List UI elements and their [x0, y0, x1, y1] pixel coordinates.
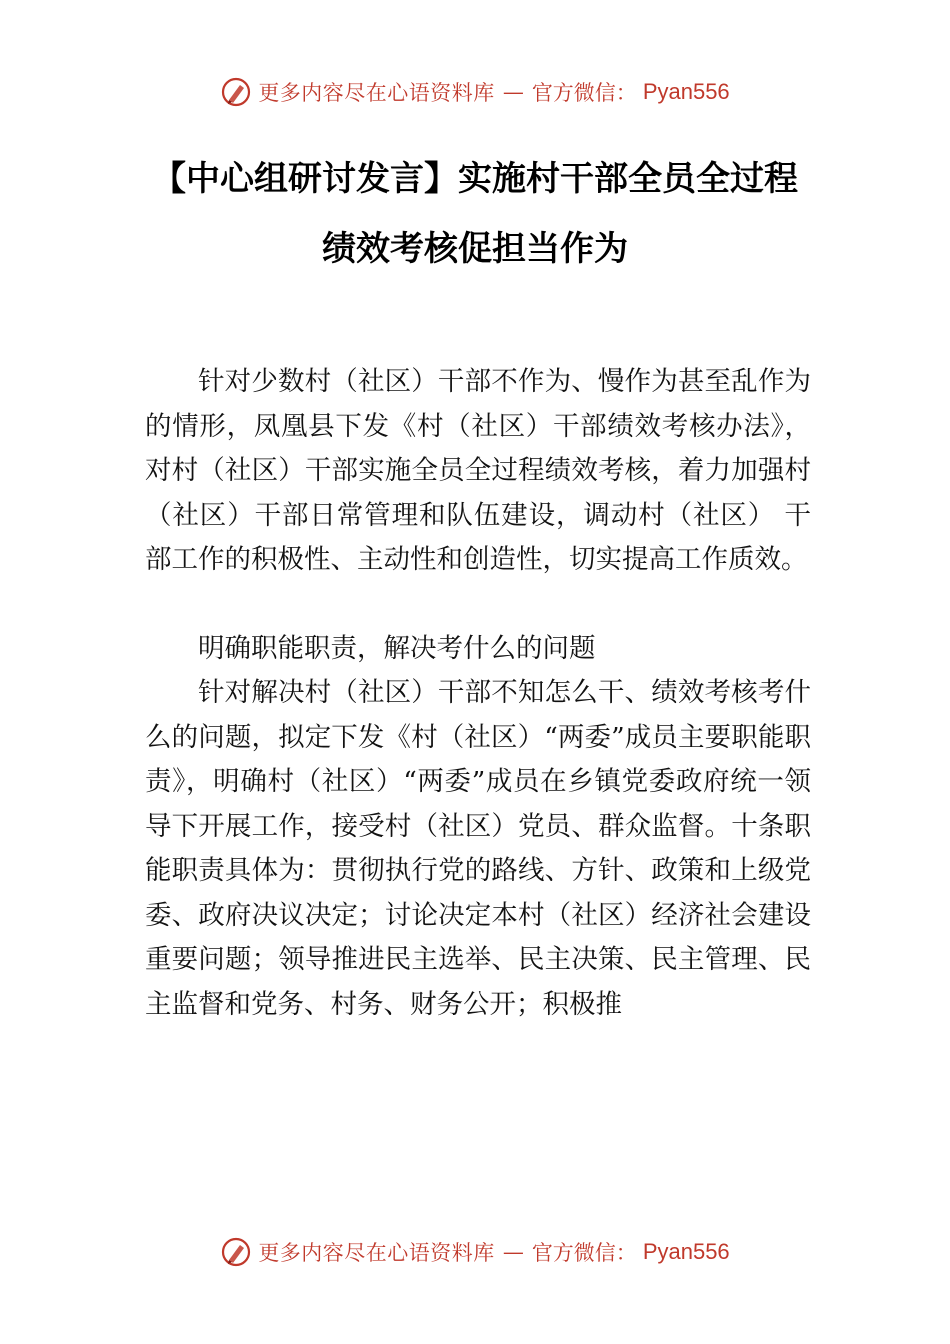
paragraph-duties: 针对解决村（社区）干部不知怎么干、绩效考核考什么的问题，拟定下发《村（社区）“两委”成员主要职能职责》，明确村（社区）“两委”成员在乡镇党委政府统一领导下开展工作，接受村（社区）党员、群众监督。十条职能职责具体为：贯彻执行党的路线、方针、政策和上级党委、政府决议决定；讨论决定本村（社区）经济社会建设重要问题；领导推进民主选举、民主决策、民主管理、民主监督和党务、村务、财务公开；积极推	[145, 677, 811, 1020]
pen-logo-icon	[220, 1236, 252, 1268]
banner-wechat-id: Pyan556	[642, 1239, 730, 1264]
banner-wechat-id: Pyan556	[642, 79, 730, 104]
footer-banner	[0, 1232, 950, 1272]
banner-separator: —	[502, 80, 524, 104]
pen-logo-icon	[220, 76, 252, 108]
section-heading: 明确职能职责，解决考什么的问题	[198, 632, 596, 664]
banner-separator: —	[502, 1240, 524, 1264]
document-body	[145, 360, 811, 1027]
header-banner	[0, 72, 950, 112]
banner-wechat-label: 官方微信：	[531, 81, 637, 105]
paragraph-intro: 针对少数村（社区）干部不作为、慢作为甚至乱作为的情形，凤凰县下发《村（社区）干部绩效考核办法》， 对村（社区）干部实施全员全过程绩效考核，着力加强村（社区）干部日常管理和队伍建设，调动村（社区） 干部工作的积极性、主动性和创造性，切实提高工作质效。	[145, 366, 811, 575]
banner-wechat-label: 官方微信：	[531, 1241, 637, 1265]
document-title-line-1: 【中心组研讨发言】实施村干部全员全过程	[152, 159, 798, 199]
banner-text: 更多内容尽在心语资料库	[258, 81, 495, 105]
document-title-line-2: 绩效考核促担当作为	[322, 229, 628, 269]
banner-text: 更多内容尽在心语资料库	[258, 1241, 495, 1265]
